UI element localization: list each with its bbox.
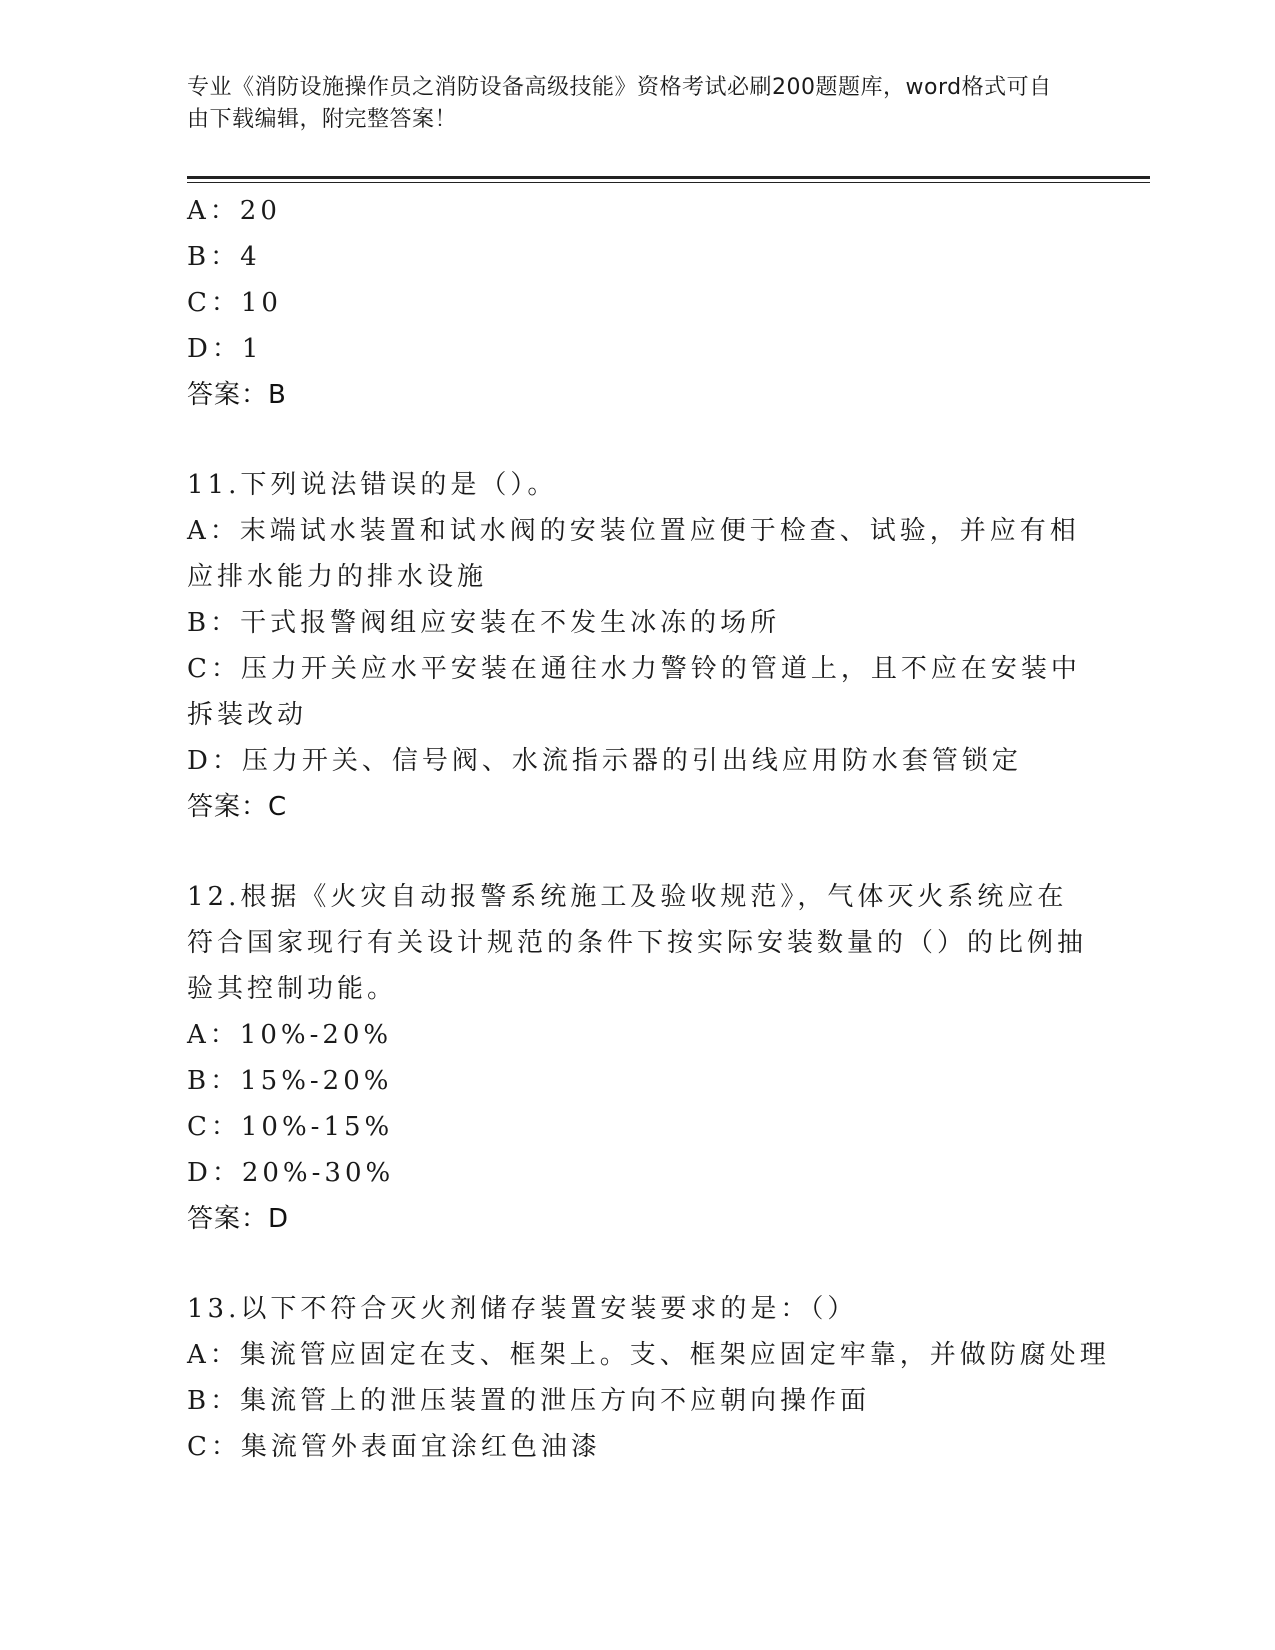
option-d: D：20%-30% [187, 1158, 395, 1188]
option-a: A：10%-20% [187, 1020, 393, 1050]
option-c: C：压力开关应水平安装在通往水力警铃的管道上，且不应在安装中拆装改动 [187, 654, 1081, 730]
document-header: 专业《消防设施操作员之消防设备高级技能》资格考试必刷200题题库，word格式可自由下载编辑，附完整答案！ [187, 75, 1052, 132]
question-13-block [187, 1286, 1110, 1470]
question-12-block [187, 874, 1087, 1242]
header-divider-thin [187, 182, 1150, 183]
option-c: C：10%-15% [187, 1112, 394, 1142]
option-a: A：末端试水装置和试水阀的安装位置应便于检查、试验，并应有相应排水能力的排水设施 [187, 516, 1080, 592]
question-stem: 13.以下不符合灭火剂储存装置安装要求的是：（） [187, 1294, 858, 1324]
answer-line: 答案：D [187, 1204, 290, 1234]
option-d: D：压力开关、信号阀、水流指示器的引出线应用防水套管锁定 [187, 746, 1022, 776]
option-b: B：干式报警阀组应安装在不发生冰冻的场所 [187, 608, 781, 638]
header-divider-thick [187, 176, 1150, 179]
option-b: B：集流管上的泄压装置的泄压方向不应朝向操作面 [187, 1386, 871, 1416]
option-b: B：15%-20% [187, 1066, 393, 1096]
document-body [187, 188, 1110, 1470]
option-a: A：20 [187, 196, 281, 226]
answer-line: 答案：B [187, 380, 287, 410]
question-10-block [187, 188, 1087, 418]
question-stem: 12.根据《火灾自动报警系统施工及验收规范》，气体灭火系统应在符合国家现行有关设计规范的条件下按实际安装数量的（）的比例抽验其控制功能。 [187, 882, 1088, 1004]
option-d: D：1 [187, 334, 263, 364]
question-stem: 11.下列说法错误的是（）。 [187, 470, 558, 500]
option-c: C：10 [187, 288, 282, 318]
option-b: B：4 [187, 242, 261, 272]
option-c: C：集流管外表面宜涂红色油漆 [187, 1432, 601, 1462]
answer-line: 答案：C [187, 792, 288, 822]
option-a: A：集流管应固定在支、框架上。支、框架应固定牢靠，并做防腐处理 [187, 1340, 1110, 1370]
question-11-block [187, 462, 1087, 830]
